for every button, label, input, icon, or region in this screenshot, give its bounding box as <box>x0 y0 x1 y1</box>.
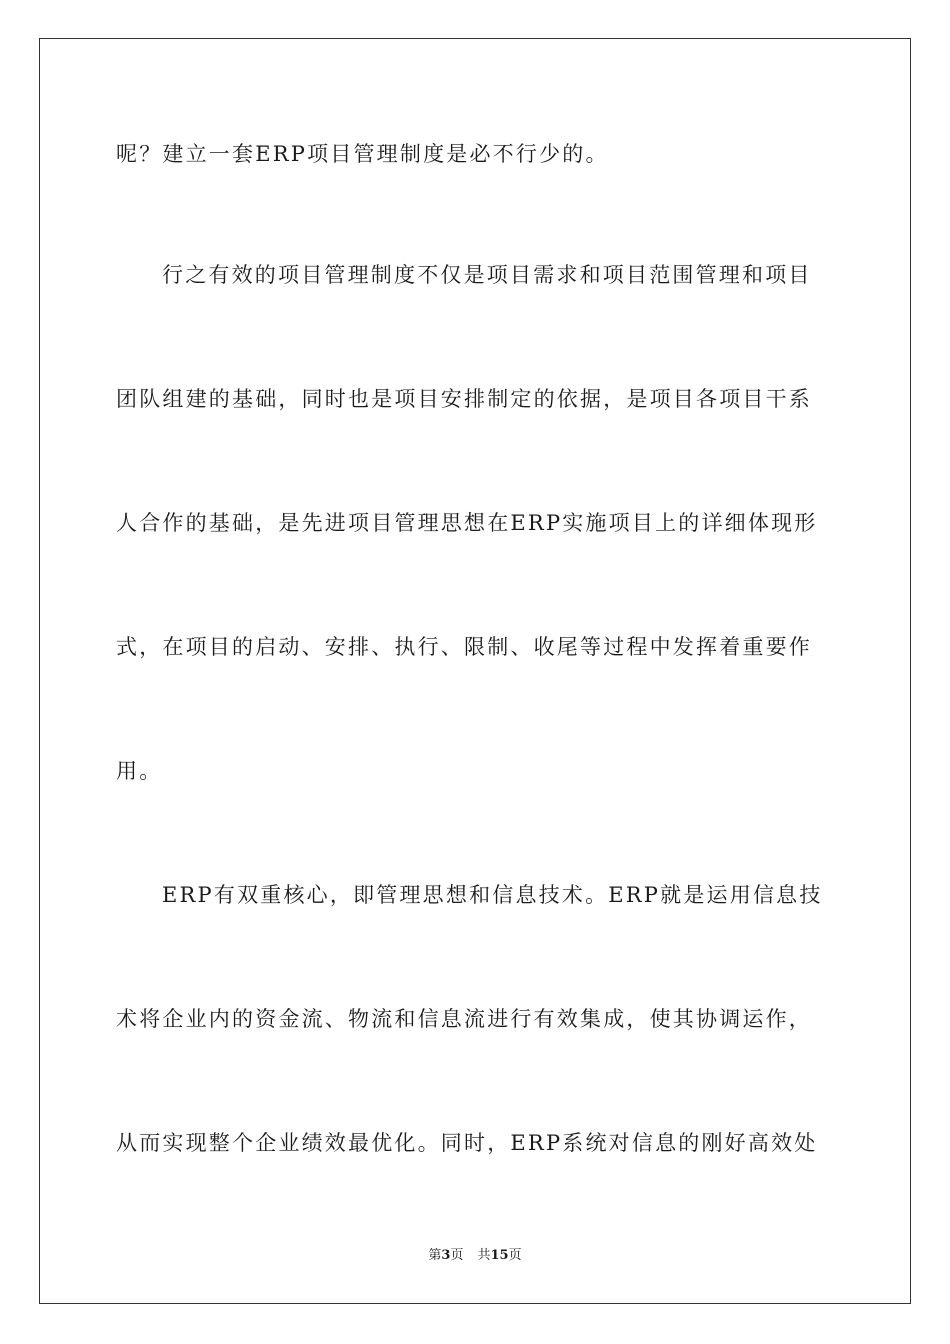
page-prefix: 第 <box>428 1248 442 1263</box>
paragraph-line-7: ERP有双重核心，即管理思想和信息技术。ERP就是运用信息技 <box>162 883 823 907</box>
page-footer <box>0 1247 950 1265</box>
page-number: 3 <box>441 1248 451 1263</box>
paragraph-line-4: 人合作的基础，是先进项目管理思想在ERP实施项目上的详细体现形 <box>116 511 818 535</box>
paragraph-line-1: 呢？建立一套ERP项目管理制度是必不行少的。 <box>116 142 609 166</box>
total-pages: 15 <box>490 1248 509 1263</box>
paragraph-line-2: 行之有效的项目管理制度不仅是项目需求和项目范围管理和项目 <box>162 263 812 287</box>
paragraph-line-9: 从而实现整个企业绩效最优化。同时，ERP系统对信息的刚好高效处 <box>116 1131 818 1155</box>
paragraph-line-6: 用。 <box>116 759 163 783</box>
total-prefix: 共 <box>477 1248 491 1263</box>
paragraph-line-5: 式，在项目的启动、安排、执行、限制、收尾等过程中发挥着重要作 <box>116 635 812 659</box>
total-suffix: 页 <box>508 1248 522 1263</box>
paragraph-line-8: 术将企业内的资金流、物流和信息流进行有效集成，使其协调运作， <box>116 1007 812 1031</box>
page-suffix: 页 <box>450 1248 464 1263</box>
paragraph-line-3: 团队组建的基础，同时也是项目安排制定的依据，是项目各项目干系 <box>116 387 812 411</box>
page-border <box>39 38 911 1304</box>
